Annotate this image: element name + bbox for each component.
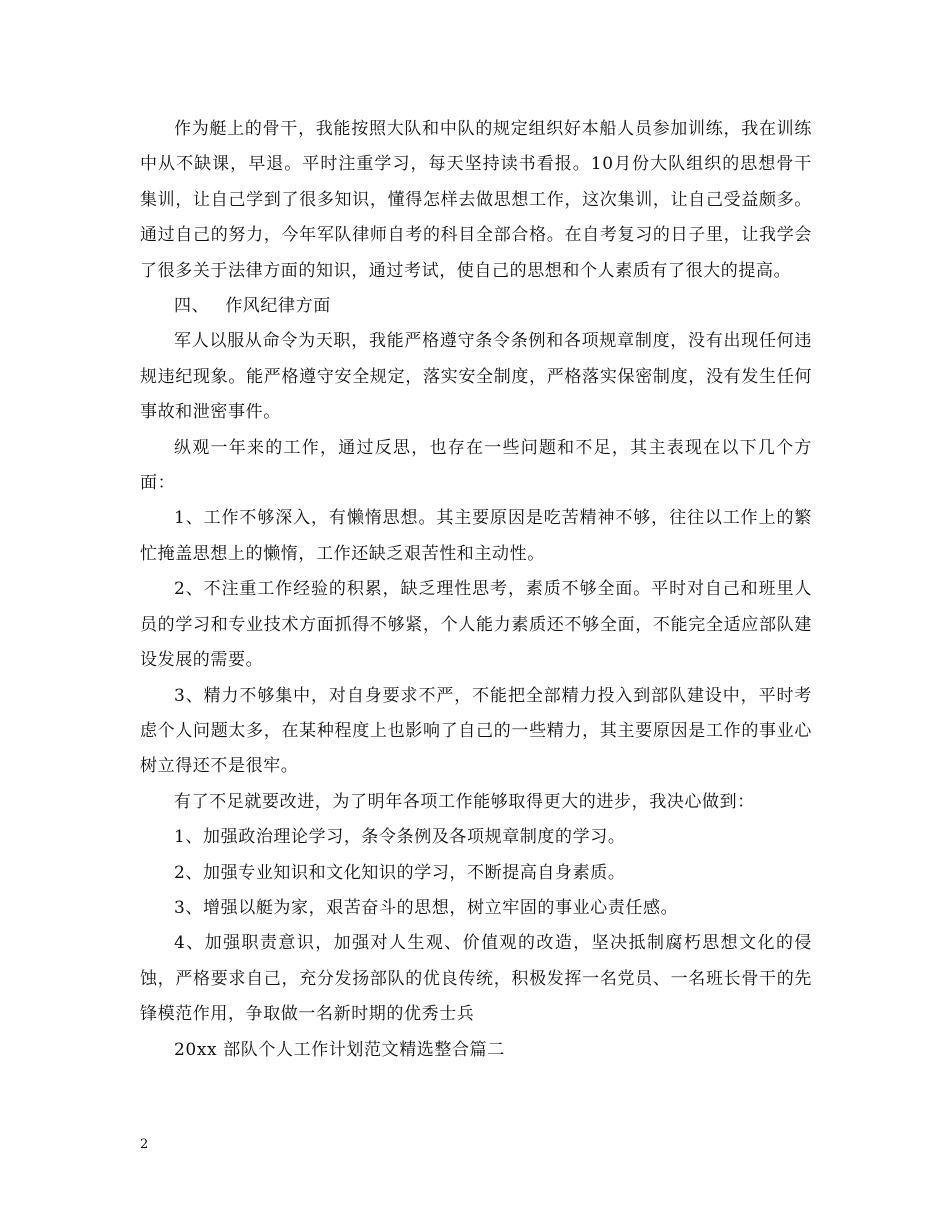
list-item-shortcoming-2: 2、不注重工作经验的积累，缺乏理性思考，素质不够全面。平时对自己和班里人员的学习和专业技术方面抓得不够紧，个人能力素质还不够全面，不能完全适应部队建设发展的需要。 [140,579,812,671]
list-item-shortcoming-3: 3、精力不够集中，对自身要求不严，不能把全部精力投入到部队建设中，平时考虑个人问题太多，在某种程度上也影响了自己的一些精力，其主要原因是工作的事业心树立得还不是很牢。 [140,685,812,777]
page-number: 2 [140,1137,149,1152]
paragraph-improvement-intro: 有了不足就要改进，为了明年各项工作能够取得更大的进步，我决心做到： [174,791,755,812]
section-title: 作风纪律方面 [225,296,331,317]
paragraph-shortcomings-intro: 纵观一年来的工作，通过反思，也存在一些问题和不足，其主表现在以下几个方面： [140,437,812,494]
next-article-title: 20xx 部队个人工作计划范文精选整合篇二 [174,1039,505,1060]
paragraph-discipline: 军人以服从命令为天职，我能严格遵守条令条例和各项规章制度，没有出现任何违规违纪现象。能严格遵守安全规定，落实安全制度，严格落实保密制度，没有发生任何事故和泄密事件。 [140,331,812,423]
document-body [140,112,812,1068]
list-item-improvement-3: 3、增强以艇为家，艰苦奋斗的思想，树立牢固的事业心责任感。 [174,897,679,918]
paragraph-backbone-training: 作为艇上的骨干，我能按照大队和中队的规定组织好本船人员参加训练，我在训练中从不缺课，早退。平时注重学习，每天坚持读书看报。10月份大队组织的思想骨干集训，让自己学到了很多知识，懂得怎样去做思想工作，这次集训，让自己受益颇多。通过自己的努力，今年军队律师自考的科目全部合格。在自考复习的日子里，让我学会了很多关于法律方面的知识，通过考试，使自己的思想和个人素质有了很大的提高。 [140,119,812,281]
section-heading-discipline [140,289,812,324]
section-number: 四、 [174,296,210,317]
list-item-improvement-1: 1、加强政治理论学习，条令条例及各项规章制度的学习。 [174,827,626,848]
list-item-improvement-4: 4、加强职责意识，加强对人生观、价值观的改造，坚决抵制腐朽思想文化的侵蚀，严格要求自己，充分发扬部队的优良传统，积极发挥一名党员、一名班长骨干的先锋模范作用，争取做一名新时期的优秀士兵 [140,933,812,1025]
list-item-improvement-2: 2、加强专业知识和文化知识的学习，不断提高自身素质。 [174,862,626,883]
list-item-shortcoming-1: 1、工作不够深入，有懒惰思想。其主要原因是吃苦精神不够，往往以工作上的繁忙掩盖思想上的懒惰，工作还缺乏艰苦性和主动性。 [140,508,812,564]
